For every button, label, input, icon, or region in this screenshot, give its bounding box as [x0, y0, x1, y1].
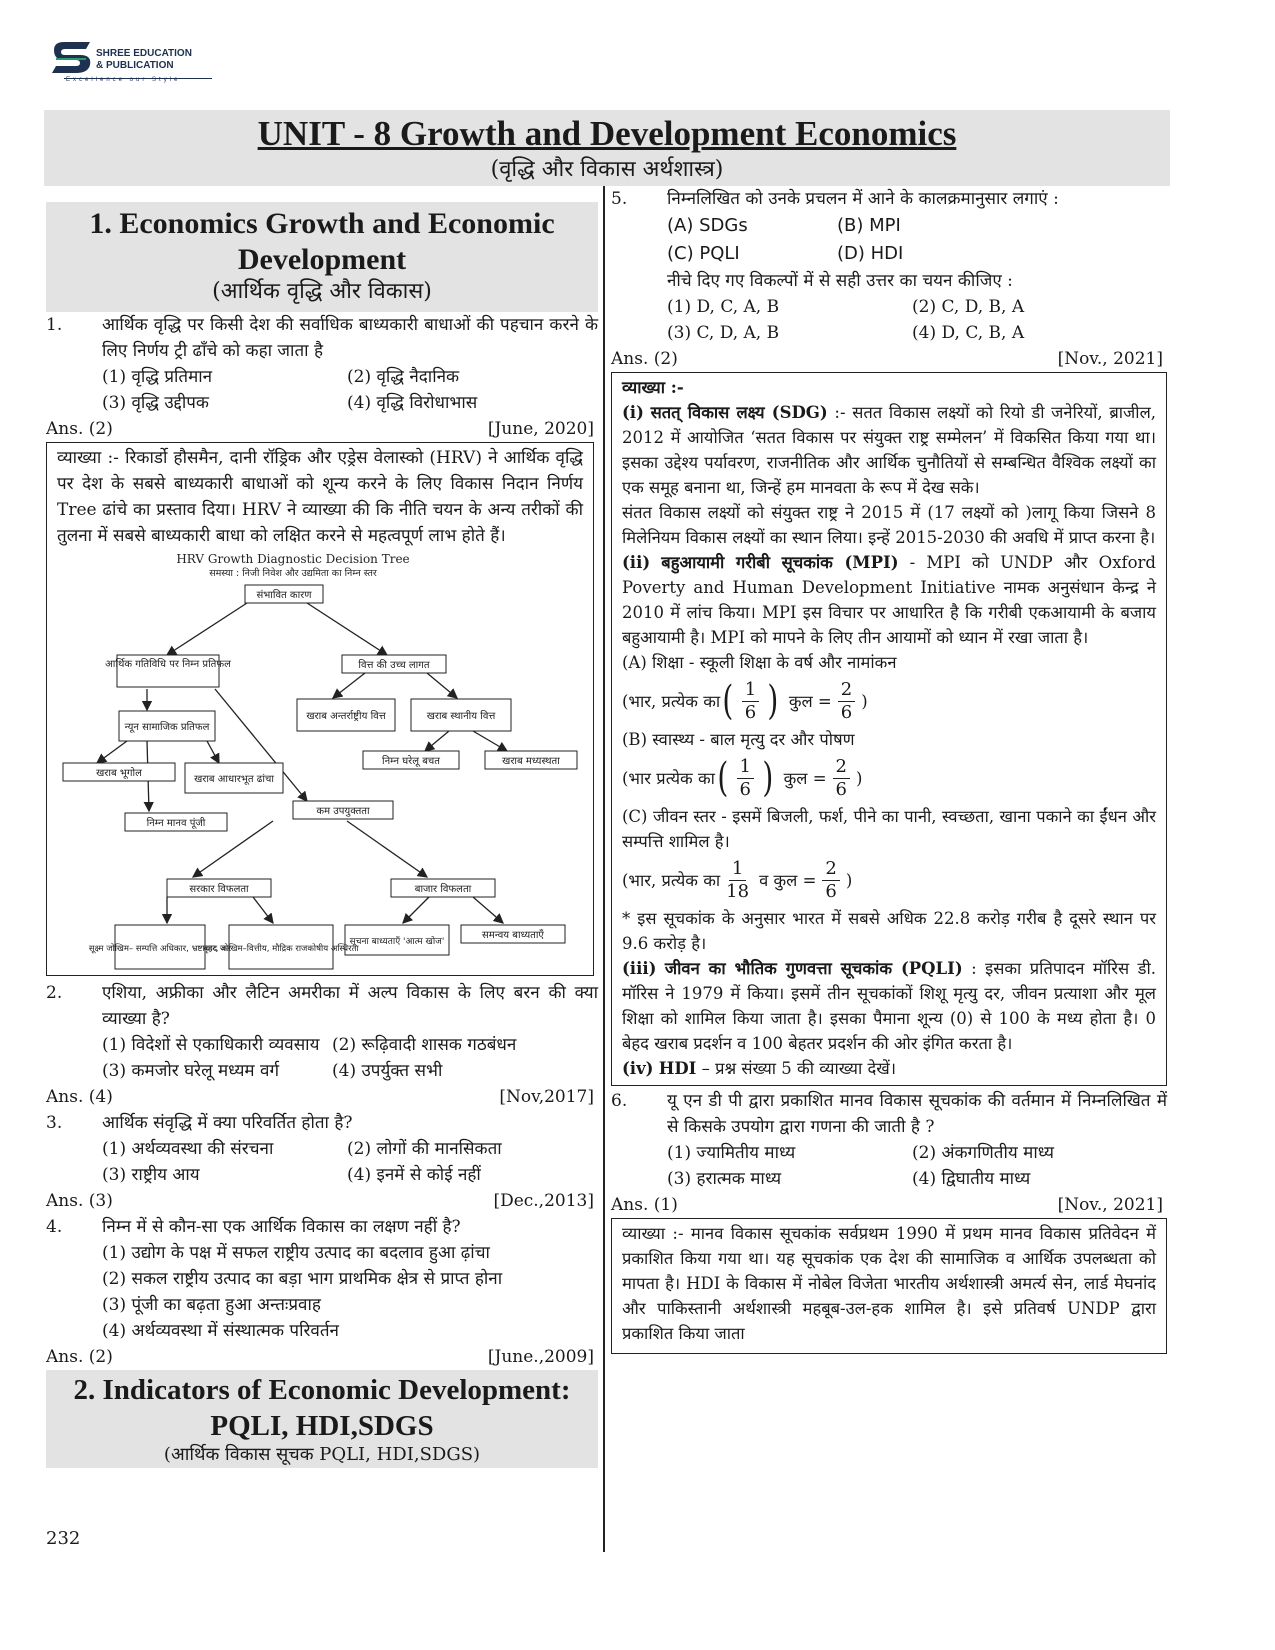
tree-node-root: संभावित कारण — [256, 590, 312, 601]
question-1-explanation: व्याख्या :- रिकार्डो हौसमैन, दानी रॉड्रिक और एड्रेस वेलास्को (HRV) ने आर्थिक वृद्धि पर देश के सबसे बाध्यकारी बाधाओं को शून्य करने के लिए विकास निदान निर्णय Tree ढांचे का प्रस्ताव दिया। HRV ने व्याख्या की कि नीति चयन के अन्य तरीकों की तुलना में सबसे बाध्यकारी बाधा को लक्षित करने से महत्वपूर्ण लाभ होते हैं। HRV Growth Diagnostic Decision Tree समस्या : निजी निवेश और उद्यमिता का निम्न स्तर संभावित कारण आर्थिक गतिविधि पर निम्न प्रतिफल वित्त की उच्च लागत खराब अन्तर्राष्ट्रीय वित्त खराब स्थानीय वित्त न्यून सामाजिक प्रतिफल निम्न घरेलू बचत खराब मध्यस्थता खराब भूगोल खराब आधारभूत ढांचा कम उपयुक्तता निम्न मानव पूंजी सरकार विफलता बाजार विफलता सूक्ष्म जोखिम– सम्पत्ति अधिकार, भ्रष्टाचार, कर वृहद जोखिम–वित्तीय, मौद्रिक राजकोषीय अस्थिरता सूचना बाध्यताएँ 'आत्म खोज' समन्वय बाध्यताएँ — [46, 442, 594, 976]
tree-subtitle: समस्या : निजी निवेश और उद्यमिता का निम्न स्तर — [209, 568, 377, 579]
weight-living-standard: (भार, प्रत्येक का $\frac{1}{18}$ व कुल = $\frac{2}{6}$ ) — [622, 857, 853, 902]
expl-mpi: (ii) बहुआयामी गरीबी सूचकांक (MPI) - MPI को UNDP और Oxford Poverty and Human Development Initiative नामक अनुसंधान केन्द्र ने 2010 में लांच किया। MPI इस विचार पर आधारित है कि गरीबी एकआयामी के बजाय बहुआयामी है। MPI को मापने के लिए तीन आयामों को ध्यान में रखा जाता है। — [622, 553, 1156, 647]
expl-hdi: (iv) HDI – प्रश्न संख्या 5 की व्याख्या देखें। — [622, 1059, 896, 1078]
question-1: 1. आर्थिक वृद्धि पर किसी देश की सर्वाधिक बाध्यकारी बाधाओं की पहचान करने के लिए निर्णय ट्री ढाँचे को कहा जाता है — [46, 315, 598, 361]
tree-node-low-saving: निम्न घरेलू बचत — [382, 756, 440, 767]
section-1-title: 1. Economics Growth and Economic Development — [89, 207, 555, 276]
tree-node-coord-ext: समन्वय बाध्यताएँ — [482, 930, 544, 941]
question-6-explanation: व्याख्या :- मानव विकास सूचकांक सर्वप्रथम 1990 में प्रथम मानव विकास प्रतिवेदन में प्रकाशित किया गया था। यह सूचकांक एक देश की सामाजिक व आर्थिक उपलब्धता को मापता है। HDI के विकास में नोबेल विजेता भारतीय अर्थशास्त्री अमर्त्य सेन, लार्ड मेघनांद और पाकिस्तानी अर्थशास्त्री महबूब-उल-हक शामिल है। इसे प्रतिवर्ष UNDP द्वारा प्रकाशित किया जाता — [611, 1218, 1167, 1354]
question-6: 6. यू एन डी पी द्वारा प्रकाशित मानव विकास सूचकांक की वर्तमान में निम्नलिखित में से किसके उपयोग द्वारा गणना की जाती है ? — [611, 1091, 1167, 1137]
tree-title: HRV Growth Diagnostic Decision Tree — [176, 552, 410, 566]
question-5-options: (1) D, C, A, B (2) C, D, B, A (3) C, D, A, B (4) D, C, B, A — [667, 297, 1025, 343]
question-1-answer: Ans. (2) [June, 2020] — [46, 419, 594, 439]
question-3-answer: Ans. (3) [Dec.,2013] — [46, 1191, 594, 1211]
question-3: 3. आर्थिक संवृद्धि में क्या परिवर्तित होता है? — [46, 1113, 353, 1133]
page-number: 232 — [46, 1528, 81, 1549]
tree-node-bad-geo: खराब भूगोल — [96, 768, 142, 779]
question-5-items: (A) SDGs (B) MPI (C) PQLI (D) HDI — [667, 215, 904, 264]
tree-node-bad-intermed: खराब मध्यस्थता — [502, 756, 560, 767]
question-5-explanation: व्याख्या :- (i) सतत् विकास लक्ष्य (SDG) :- सतत विकास लक्ष्यों को रियो डी जनेरियों, ब्राजील, 2012 में आयोजित ‘सतत विकास पर संयुक्त राष्ट्र सम्मेलन’ में विकसित किया गया था। इसका उद्देश्य पर्यावरण, राजनीतिक और आर्थिक चुनौतियों से सम्बन्धित वैश्विक लक्ष्यों का एक समूह बनाना था, जिन्हें हम मानवता के रूप में देख सके। संतत विकास लक्ष्यों को संयुक्त राष्ट्र ने 2015 में (17 लक्ष्यों को )लागू किया जिसने 8 मिलेनियम विकास लक्ष्यों का स्थान लिया। इन्हें 2015-2030 की अवधि में प्राप्त करना है। (ii) बहुआयामी गरीबी सूचकांक (MPI) - MPI को UNDP और Oxford Poverty and Human Development Initiative नामक अनुसंधान केन्द्र ने 2010 में लांच किया। MPI इस विचार पर आधारित है कि गरीबी एकआयामी के बजाय बहुआयामी है। MPI को मापने के लिए तीन आयामों को ध्यान में रखा जाता है। (A) शिक्षा - स्कूली शिक्षा के वर्ष और नामांकन (भार, प्रत्येक का ( $\frac{1}{6}$ ) कुल = $\frac{2}{6}$ ) (B) स्वास्थ्य - बाल मृत्यु दर और पोषण (भार प्रत्येक का ( $\frac{1}{6}$ ) कुल = $\frac{2}{6}$ ) (C) जीवन स्तर - इसमें बिजली, फर्श, पीने का पानी, स्वच्छता, खाना पकाने का ईंधन और सम्पत्ति शामिल है। (भार, प्रत्येक का $\frac{1}{18}$ व कुल = $\frac{2}{6}$ ) * इस सूचकांक के अनुसार भारत में सबसे अधिक 22.8 करोड़ गरीब है दूसरे स्थान पर 9.6 करोड़ है। (iii) जीवन का भौतिक गुणवत्ता सूचकांक (PQLI) : इसका प्रतिपादन मॉरिस डी. मॉरिस ने 1979 में किया। इसमें तीन सूचकांकों शिशू मृत्यु दर, जीवन प्रत्याशा और मूल शिक्षा को शामिल किया जाता है। इसका पैमाना शून्य (0) से 100 के मध्य होता है। 0 बेहद खराब प्रदर्शन व 100 बेहतर प्रदर्शन की ओर इंगित करता है। (iv) HDI – प्रश्न संख्या 5 की व्याख्या देखें। — [611, 372, 1167, 1086]
question-1-options: (1) वृद्धि प्रतिमान (2) वृद्धि नैदानिक (3) वृद्धि उद्दीपक (4) वृद्धि विरोधाभास — [102, 367, 478, 413]
question-4-answer: Ans. (2) [June.,2009] — [46, 1347, 594, 1367]
logo-tagline: Excellence our Style — [66, 77, 181, 83]
section-2-header — [46, 1370, 598, 1468]
unit-title: UNIT - 8 Growth and Development Economics — [257, 114, 957, 153]
question-6-answer: Ans. (1) [Nov., 2021] — [611, 1195, 1163, 1215]
column-divider — [603, 186, 605, 1552]
weight-health: (भार प्रत्येक का ( $\frac{1}{6}$ ) कुल = $\frac{2}{6}$ ) — [622, 755, 863, 801]
question-4: 4. निम्न में से कौन-सा एक आर्थिक विकास का लक्षण नहीं है? — [46, 1217, 461, 1237]
question-5: 5. निम्नलिखित को उनके प्रचलन में आने के कालक्रमानुसार लगाएं : — [611, 189, 1059, 209]
tree-node-bad-intl: खराब अन्तर्राष्ट्रीय वित्त — [306, 711, 386, 722]
tree-node-info-ext: सूचना बाध्यताएँ 'आत्म खोज' — [349, 937, 445, 947]
section-2-subtitle: (आर्थिक विकास सूचक PQLI, HDI,SDGS) — [163, 1444, 481, 1465]
expl-pqli: (iii) जीवन का भौतिक गुणवत्ता सूचकांक (PQLI) : इसका प्रतिपादन मॉरिस डी. मॉरिस ने 1979 में किया। इसमें तीन सूचकांकों शिशू मृत्यु दर, जीवन प्रत्याशा और मूल शिक्षा को शामिल किया जाता है। इसका पैमाना शून्य (0) से 100 के मध्य होता है। 0 बेहद खराब प्रदर्शन व 100 बेहतर प्रदर्शन की ओर इंगित करता है। — [622, 959, 1156, 1053]
tree-node-low-human: निम्न मानव पूंजी — [146, 818, 206, 829]
question-3-options: (1) अर्थव्यवस्था की संरचना (2) लोगों की मानसिकता (3) राष्ट्रीय आय (4) इनमें से कोई नहीं — [102, 1139, 502, 1185]
tree-node-market-fail: बाजार विफलता — [414, 884, 472, 895]
unit-header — [44, 110, 1170, 186]
section-1-subtitle: (आर्थिक वृद्धि और विकास) — [212, 279, 432, 304]
hrv-decision-tree — [57, 551, 585, 971]
question-6-options: (1) ज्यामितीय माध्य (2) अंकगणितीय माध्य (3) हरात्मक माध्य (4) द्विघातीय माध्य — [667, 1143, 1054, 1189]
tree-node-high-cost: वित्त की उच्च लागत — [358, 660, 430, 671]
question-5-instruction: नीचे दिए गए विकल्पों में से सही उत्तर का चयन कीजिए : — [667, 271, 1013, 291]
weight-education: (भार, प्रत्येक का ( $\frac{1}{6}$ ) कुल = $\frac{2}{6}$ ) — [622, 678, 868, 724]
unit-subtitle: (वृद्धि और विकास अर्थशास्त्र) — [490, 157, 724, 182]
question-2-answer: Ans. (4) [Nov,2017] — [46, 1087, 594, 1107]
tree-node-macro-risk: वृहद जोखिम–वित्तीय, मौद्रिक राजकोषीय अस्थिरता — [203, 944, 359, 954]
question-2: 2. एशिया, अफ्रीका और लैटिन अमरीका में अल्प विकास के लिए बरन की क्या व्याख्या है? — [46, 983, 598, 1029]
right-column — [611, 186, 1167, 1354]
question-5-answer: Ans. (2) [Nov., 2021] — [611, 349, 1163, 369]
question-4-options: (1) उद्योग के पक्ष में सफल राष्ट्रीय उत्पाद का बदलाव हुआ ढ़ांचा (2) सकल राष्ट्रीय उत्पाद का बड़ा भाग प्राथमिक क्षेत्र से प्राप्त होना (3) पूंजी का बढ़ता हुआ अन्तःप्रवाह (4) अर्थव्यवस्था में संस्थात्मक परिवर्तन — [102, 1243, 503, 1341]
tree-node-bad-local: खराब स्थानीय वित्त — [426, 711, 496, 722]
tree-node-low-social: न्यून सामाजिक प्रतिफल — [124, 722, 210, 733]
tree-node-low-appropriability: कम उपयुक्तता — [316, 806, 370, 817]
section-1-header — [46, 202, 598, 312]
logo-wordmark: SHREE EDUCATION & PUBLICATION — [96, 48, 192, 71]
section-2-title: 2. Indicators of Economic Development: PQLI, HDI,SDGS — [73, 1374, 571, 1442]
question-2-options: (1) विदेशों से एकाधिकारी व्यवसाय (2) रूढ़िवादी शासक गठबंधन (3) कमजोर घरेलू मध्यम वर्ग (4) उपर्युक्त सभी — [102, 1035, 517, 1081]
tree-node-bad-infra: खराब आधारभूत ढांचा — [194, 774, 274, 785]
tree-node-micro-risk: सूक्ष्म जोखिम– सम्पत्ति अधिकार, भ्रष्टाचार, कर — [88, 944, 232, 954]
expl-sdg: (i) सतत् विकास लक्ष्य (SDG) :- सतत विकास लक्ष्यों को रियो डी जनेरियों, ब्राजील, 2012 में आयोजित ‘सतत विकास पर संयुक्त राष्ट्र सम्मेलन’ में विकसित किया गया था। इसका उद्देश्य पर्यावरण, राजनीतिक और आर्थिक चुनौतियों से सम्बन्धित वैश्विक लक्ष्यों का एक समूह बनाना था, जिन्हें हम मानवता के रूप में देख सके। — [622, 403, 1157, 497]
tree-node-low-return: आर्थिक गतिविधि पर निम्न प्रतिफल — [105, 659, 231, 670]
left-column — [46, 186, 598, 1468]
tree-node-govt-fail: सरकार विफलता — [189, 884, 249, 895]
